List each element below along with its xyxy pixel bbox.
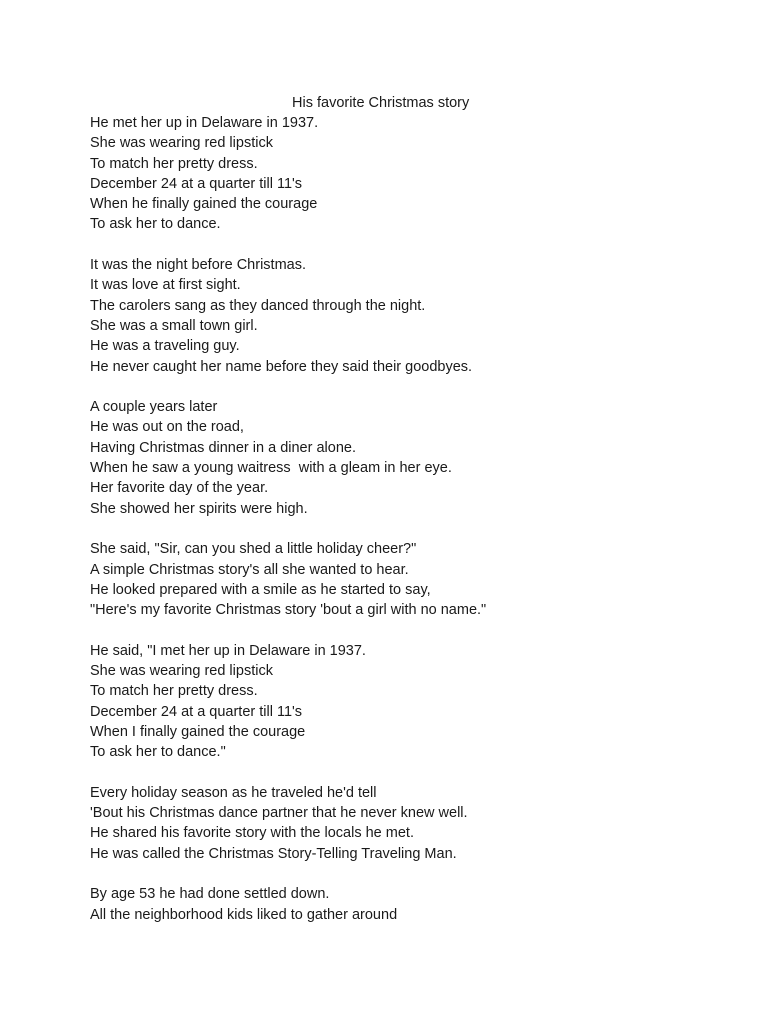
poem-line: He was a traveling guy. [90,338,240,355]
poem-line: He looked prepared with a smile as he started to say, [90,581,431,598]
poem-line: It was the night before Christmas. [90,257,306,274]
stanza-3 [90,397,730,519]
poem-line: When he saw a young waitress with a gleam in her eye. [90,460,452,477]
stanza-6 [90,783,730,864]
poem-line: When I finally gained the courage [90,723,306,740]
stanza-1 [90,113,730,235]
poem-line: A simple Christmas story's all she wanted to hear. [90,561,409,578]
poem-line: To match her pretty dress. [90,683,258,700]
poem-line: He said, "I met her up in Delaware in 1937. [90,642,366,659]
poem-line: She showed her spirits were high. [90,500,308,517]
poem-line: The carolers sang as they danced through the night. [90,297,426,314]
poem-line: "Here's my favorite Christmas story 'bout a girl with no name." [90,602,487,619]
document-title: His favorite Christmas story [292,95,470,111]
poem-line: To ask her to dance. [90,216,221,233]
poem-line: It was love at first sight. [90,277,241,294]
poem-line: All the neighborhood kids liked to gather around [90,906,398,923]
poem-line: He was called the Christmas Story-Telling Traveling Man. [90,845,457,862]
poem-line: She was a small town girl. [90,317,258,334]
poem-line: December 24 at a quarter till 11's [90,703,303,720]
poem-line: Her favorite day of the year. [90,480,269,497]
poem-line: He never caught her name before they said their goodbyes. [90,358,473,375]
poem-line: 'Bout his Christmas dance partner that he never knew well. [90,805,468,822]
poem-line: Having Christmas dinner in a diner alone. [90,439,356,456]
poem-line: He shared his favorite story with the locals he met. [90,825,414,842]
poem-line: He met her up in Delaware in 1937. [90,115,319,131]
poem-line: She said, "Sir, can you shed a little holiday cheer?" [90,541,417,558]
poem-line: When he finally gained the courage [90,196,318,213]
poem-line: Every holiday season as he traveled he'd tell [90,784,377,801]
poem-line: She was wearing red lipstick [90,135,273,152]
poem-line: He was out on the road, [90,419,244,436]
poem-line: By age 53 he had done settled down. [90,886,330,903]
poem-body [90,113,730,945]
poem-line: She was wearing red lipstick [90,663,273,680]
poem-line: A couple years later [90,399,218,416]
stanza-2 [90,255,730,377]
poem-line: To match her pretty dress. [90,155,258,172]
stanza-7 [90,884,730,925]
poem-line: To ask her to dance." [90,744,226,761]
stanza-4 [90,539,730,620]
poem-line: December 24 at a quarter till 11's [90,175,303,192]
stanza-5 [90,641,730,763]
